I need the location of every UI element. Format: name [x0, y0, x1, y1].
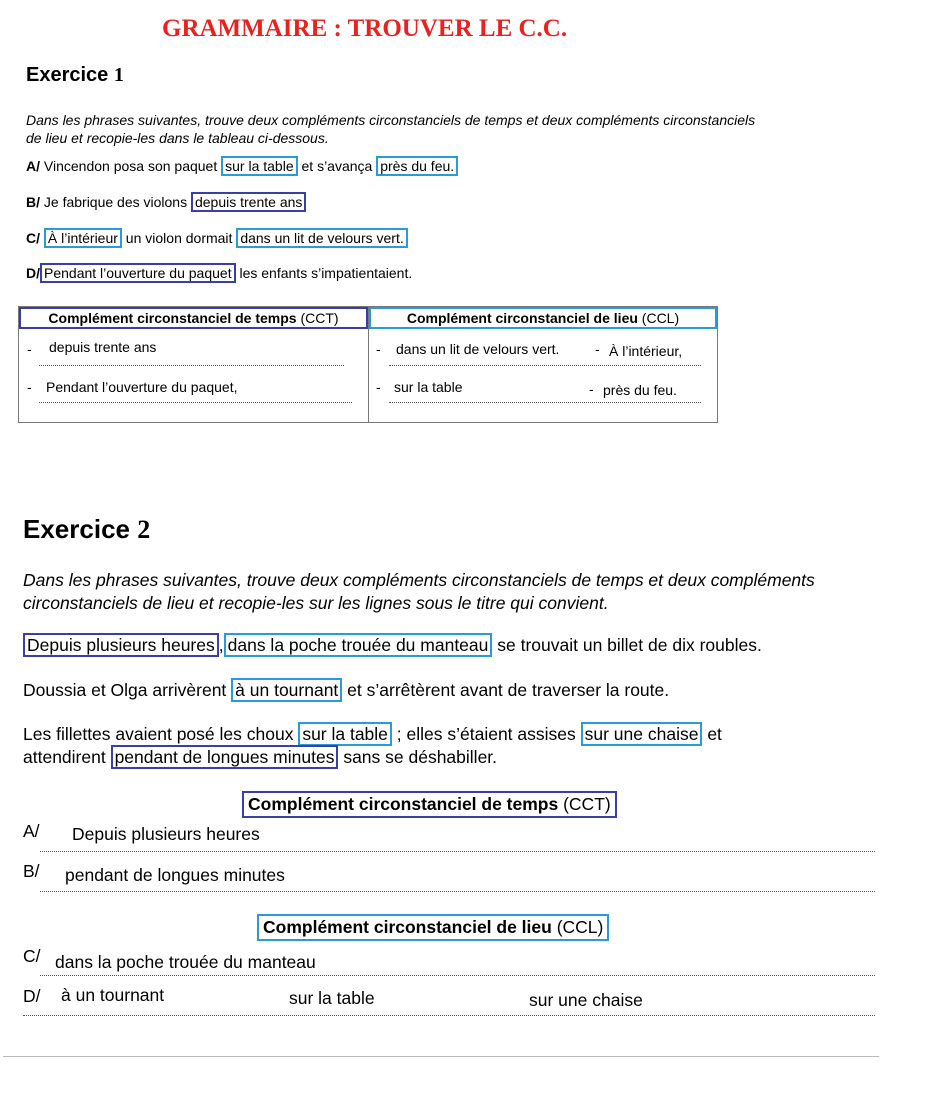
- ccl-highlight: sur une chaise: [581, 722, 703, 746]
- exercise-1-answer-table: [18, 306, 718, 423]
- ccl-answer-c: dans la poche trouée du manteau: [55, 952, 316, 972]
- sentence-label: A/: [26, 158, 40, 174]
- sentence-text: se trouvait un billet de dix roubles.: [492, 635, 762, 655]
- ccl-answer-2: À l’intérieur,: [609, 343, 683, 359]
- row-dash: -: [595, 341, 600, 357]
- row-dash: -: [27, 379, 32, 395]
- ccl-answer-d-1: à un tournant: [61, 985, 165, 1005]
- cct-header-bold: Complément circonstanciel de temps: [48, 310, 297, 326]
- exercise-1-heading: [26, 64, 124, 87]
- sentence-text: et s’avança: [297, 158, 377, 174]
- ccl-column: [369, 307, 718, 423]
- dotted-answer-line: [23, 1015, 875, 1016]
- cct-header-abbr: (CCT): [296, 310, 339, 326]
- ccl-header-bold: Complément circonstanciel de lieu: [406, 310, 638, 326]
- exercise-1-sentence-b: [26, 194, 306, 210]
- dotted-answer-line: [40, 891, 875, 892]
- row-dash: -: [589, 381, 594, 397]
- cct-answer-2: Pendant l’ouverture du paquet,: [46, 379, 238, 395]
- ccl-highlight: sur la table: [221, 156, 297, 176]
- sentence-text: Vincendon posa son paquet: [40, 158, 222, 174]
- cct-section-header: [242, 791, 617, 818]
- sentence-text: et s’arrêtèrent avant de traverser la route.: [342, 680, 670, 700]
- cct-answer-b: pendant de longues minutes: [65, 865, 285, 885]
- ccl-header-bold: Complément circonstanciel de lieu: [263, 917, 552, 937]
- cct-answer-1: depuis trente ans: [49, 339, 157, 355]
- cct-highlight: Pendant l’ouverture du paquet: [40, 263, 236, 283]
- worksheet-title: GRAMMAIRE : TROUVER LE C.C.: [162, 15, 568, 42]
- row-dash: -: [376, 341, 381, 357]
- ccl-answer-1: dans un lit de velours vert.: [396, 341, 560, 357]
- row-dash: -: [376, 379, 381, 395]
- exercise-1-sentence-a: [26, 158, 458, 174]
- sentence-label: D/: [26, 265, 40, 281]
- ccl-header-abbr: (CCL): [637, 310, 680, 326]
- sentence-text: Les fillettes avaient posé les choux: [23, 724, 299, 744]
- sentence-text: Doussia et Olga arrivèrent: [23, 680, 232, 700]
- answer-label-b: B/: [23, 861, 40, 881]
- cct-header-bold: Complément circonstanciel de temps: [248, 794, 559, 814]
- exercise-1-instructions: Dans les phrases suivantes, trouve deux compléments circonstanciels de temps et deux compléments circonstanciels de lieu et recopie-les dans le tableau ci-dessous.: [26, 112, 756, 146]
- ccl-answer-3: sur la table: [394, 379, 463, 395]
- sentence-text: sans se déshabiller.: [338, 747, 498, 767]
- sentence-text: un violon dormait: [121, 230, 237, 246]
- page-bottom-divider: [3, 1056, 879, 1057]
- cct-header-abbr: (CCT): [558, 794, 611, 814]
- answer-label-d: D/: [23, 986, 41, 1006]
- ccl-highlight: à un tournant: [231, 678, 342, 702]
- ccl-section-header: [257, 914, 609, 941]
- ccl-answer-d-3: sur une chaise: [529, 990, 643, 1010]
- answer-label-a: A/: [23, 821, 40, 841]
- exercise-2-sentence-3-line-1: [23, 724, 722, 745]
- cct-highlight: pendant de longues minutes: [111, 745, 339, 769]
- answer-label-c: C/: [23, 946, 41, 966]
- sentence-label: B/: [26, 194, 40, 210]
- dotted-answer-line: [39, 402, 352, 403]
- exercise-1-sentence-d: [26, 265, 412, 281]
- exercise-2-sentence-1: [23, 635, 762, 656]
- dotted-answer-line: [40, 851, 875, 852]
- ccl-column-header: [369, 307, 717, 329]
- cct-column-header: [19, 307, 368, 329]
- ccl-highlight: dans un lit de velours vert.: [236, 228, 407, 248]
- ccl-highlight: À l’intérieur: [44, 228, 122, 248]
- ccl-answer-d-2: sur la table: [289, 988, 375, 1008]
- exercise-2-sentence-2: [23, 680, 669, 701]
- dotted-answer-line: [39, 365, 344, 366]
- sentence-text: attendirent: [23, 747, 111, 767]
- sentence-text: Je fabrique des violons: [40, 194, 191, 210]
- cct-column: [19, 307, 369, 423]
- ccl-header-abbr: (CCL): [551, 917, 604, 937]
- exercise-1-sentence-c: [26, 230, 408, 246]
- sentence-label: C/: [26, 230, 40, 246]
- dotted-answer-line: [389, 402, 701, 403]
- ccl-highlight: près du feu.: [376, 156, 458, 176]
- exercise-2-instructions: Dans les phrases suivantes, trouve deux compléments circonstanciels de temps et deux compléments circonstanciels de lieu et recopie-les sur les lignes sous le titre qui convient.: [23, 570, 815, 613]
- dotted-answer-line: [40, 975, 875, 976]
- row-dash: -: [27, 341, 32, 357]
- sentence-text: ,: [218, 635, 224, 655]
- ccl-highlight: sur la table: [298, 722, 392, 746]
- cct-highlight: Depuis plusieurs heures: [23, 633, 219, 657]
- exercise-2-heading-word: Exercice: [23, 514, 130, 544]
- sentence-text: les enfants s’impatientaient.: [235, 265, 413, 281]
- sentence-text: ; elles s’étaient assises: [391, 724, 581, 744]
- exercise-2-number: 2: [137, 515, 151, 544]
- exercise-1-number: 1: [113, 64, 124, 86]
- exercise-1-heading-word: Exercice: [26, 64, 109, 86]
- exercise-2-sentence-3-line-2: [23, 747, 497, 768]
- ccl-highlight: dans la poche trouée du manteau: [224, 633, 493, 657]
- sentence-text: et: [702, 724, 722, 744]
- cct-answer-a: Depuis plusieurs heures: [72, 824, 260, 844]
- ccl-answer-4: près du feu.: [603, 382, 677, 398]
- exercise-2-heading: [23, 514, 150, 545]
- cct-highlight: depuis trente ans: [191, 192, 306, 212]
- dotted-answer-line: [389, 365, 701, 366]
